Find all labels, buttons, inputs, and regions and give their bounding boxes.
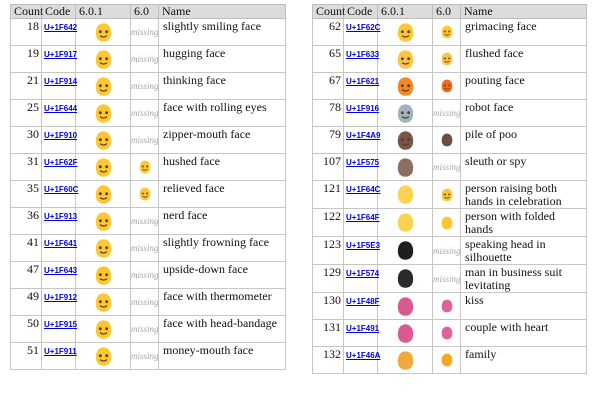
- emoji-601-cell: [76, 235, 131, 262]
- count-cell: 79: [313, 127, 344, 154]
- emoji-601-icon: [394, 295, 417, 318]
- table-row: [313, 293, 587, 320]
- emoji-60-icon: [439, 215, 455, 231]
- emoji-name: face with rolling eyes: [159, 100, 286, 127]
- table-row: [313, 127, 587, 154]
- emoji-name: kiss: [461, 293, 587, 320]
- count-cell: 21: [11, 73, 42, 100]
- emoji-60-cell: [131, 316, 159, 343]
- emoji-601-icon: [92, 210, 115, 233]
- emoji-601-icon: [92, 291, 115, 314]
- code-cell: [42, 316, 76, 343]
- code-cell: [344, 46, 378, 73]
- code-cell: [344, 347, 381, 374]
- code-link[interactable]: U+1F642: [44, 23, 78, 32]
- emoji-601-cell: [378, 127, 433, 154]
- emoji-601-cell: [76, 316, 131, 343]
- table-row: [313, 46, 587, 73]
- count-cell: 67: [313, 73, 344, 100]
- code-cell: [42, 181, 79, 208]
- code-cell: [42, 46, 76, 73]
- emoji-60-cell: [131, 343, 159, 370]
- emoji-601-cell: [76, 289, 131, 316]
- table-row: [11, 73, 286, 100]
- code-link[interactable]: U+1F914: [44, 77, 78, 86]
- emoji-601-cell: [76, 73, 131, 100]
- emoji-601-cell: [378, 100, 433, 127]
- emoji-table-left: [10, 4, 286, 370]
- table-row: [313, 100, 587, 127]
- emoji-601-cell: [76, 262, 131, 289]
- emoji-name: hushed face: [159, 154, 286, 181]
- code-link[interactable]: U+1F574: [346, 269, 380, 278]
- code-link[interactable]: U+1F916: [346, 104, 380, 113]
- emoji-name: man in business suit levitating: [461, 265, 587, 293]
- emoji-601-cell: [76, 154, 131, 181]
- missing-label: missing: [131, 324, 159, 334]
- emoji-name: couple with heart: [461, 320, 587, 347]
- emoji-name: zipper-mouth face: [159, 127, 286, 154]
- column-header-6-0: 6.0: [433, 5, 461, 19]
- missing-label: missing: [131, 54, 159, 64]
- count-cell: 49: [11, 289, 42, 316]
- emoji-name: pile of poo: [461, 127, 587, 154]
- code-link[interactable]: U+1F912: [44, 293, 78, 302]
- code-link[interactable]: U+1F64C: [346, 185, 381, 194]
- table-row: [11, 343, 286, 370]
- emoji-name: speaking head in silhouette: [461, 237, 587, 265]
- missing-label: missing: [131, 270, 159, 280]
- table-row: [313, 237, 587, 265]
- column-header-count: Count: [11, 5, 42, 19]
- table-row: [11, 262, 286, 289]
- emoji-60-cell: [433, 127, 461, 154]
- column-header-name: Name: [159, 5, 286, 19]
- emoji-name: flushed face: [461, 46, 587, 73]
- code-cell: [42, 289, 76, 316]
- emoji-60-cell: [433, 347, 461, 374]
- emoji-601-icon: [394, 156, 417, 179]
- code-cell: [344, 237, 381, 265]
- code-link[interactable]: U+1F5E3: [346, 241, 381, 250]
- code-link[interactable]: U+1F915: [44, 320, 78, 329]
- missing-label: missing: [131, 27, 159, 37]
- emoji-601-icon: [92, 102, 115, 125]
- code-cell: [344, 73, 378, 100]
- table-row: [313, 181, 587, 209]
- count-cell: 62: [313, 19, 344, 46]
- emoji-name: robot face: [461, 100, 587, 127]
- missing-label: missing: [131, 351, 159, 361]
- emoji-601-icon: [92, 345, 115, 368]
- emoji-601-icon: [394, 183, 417, 206]
- count-cell: 51: [11, 343, 42, 370]
- code-cell: [42, 208, 76, 235]
- count-cell: 130: [313, 293, 344, 320]
- emoji-60-cell: [131, 100, 159, 127]
- emoji-60-cell: [131, 19, 159, 46]
- emoji-name: slightly smiling face: [159, 19, 286, 46]
- emoji-601-icon: [394, 239, 417, 262]
- emoji-601-icon: [394, 75, 417, 98]
- emoji-60-cell: [433, 19, 461, 46]
- emoji-name: upside-down face: [159, 262, 286, 289]
- code-cell: [344, 19, 381, 46]
- missing-label: missing: [433, 245, 461, 256]
- code-link[interactable]: U+1F4A9: [346, 131, 381, 140]
- table-row: [11, 181, 286, 208]
- count-cell: 18: [11, 19, 42, 46]
- emoji-60-cell: [131, 154, 159, 181]
- code-link[interactable]: U+1F64F: [346, 213, 380, 222]
- column-header-6-0-1: 6.0.1: [378, 5, 433, 19]
- code-cell: [344, 154, 378, 181]
- emoji-601-cell: [76, 46, 131, 73]
- code-cell: [42, 127, 76, 154]
- code-cell: [344, 265, 378, 293]
- table-row: [313, 73, 587, 100]
- code-cell: [42, 73, 76, 100]
- code-cell: [42, 262, 76, 289]
- code-cell: [344, 209, 378, 237]
- emoji-60-cell: [131, 208, 159, 235]
- missing-label: missing: [433, 162, 461, 172]
- emoji-601-icon: [92, 237, 115, 260]
- missing-label: missing: [131, 81, 159, 91]
- emoji-601-icon: [394, 129, 417, 152]
- missing-label: missing: [131, 108, 159, 118]
- code-link[interactable]: U+1F621: [346, 77, 380, 86]
- table-row: [313, 19, 587, 46]
- emoji-name: person with folded hands: [461, 209, 587, 237]
- emoji-601-icon: [92, 48, 115, 71]
- emoji-name: face with thermometer: [159, 289, 286, 316]
- count-cell: 30: [11, 127, 42, 154]
- emoji-601-icon: [394, 48, 417, 71]
- emoji-name: pouting face: [461, 73, 587, 100]
- emoji-60-icon: [439, 78, 455, 94]
- emoji-601-cell: [76, 127, 131, 154]
- emoji-60-icon: [137, 159, 153, 175]
- count-cell: 47: [11, 262, 42, 289]
- emoji-name: thinking face: [159, 73, 286, 100]
- emoji-601-icon: [92, 75, 115, 98]
- emoji-60-cell: [433, 237, 461, 265]
- emoji-60-cell: [131, 181, 159, 208]
- emoji-60-cell: [433, 320, 461, 347]
- column-header-name: Name: [461, 5, 587, 19]
- missing-label: missing: [433, 108, 461, 118]
- code-cell: [42, 154, 76, 181]
- table-row: [11, 46, 286, 73]
- emoji-601-cell: [378, 347, 433, 374]
- table-row: [313, 347, 587, 374]
- emoji-601-icon: [92, 21, 115, 44]
- missing-label: missing: [131, 216, 159, 226]
- missing-label: missing: [131, 243, 159, 253]
- emoji-601-cell: [378, 293, 433, 320]
- emoji-name: face with head-bandage: [159, 316, 286, 343]
- emoji-60-icon: [137, 186, 153, 202]
- emoji-601-cell: [378, 46, 433, 73]
- code-link[interactable]: U+1F910: [44, 131, 78, 140]
- count-cell: 25: [11, 100, 42, 127]
- emoji-601-icon: [92, 183, 115, 206]
- count-cell: 122: [313, 209, 344, 237]
- count-cell: 132: [313, 347, 344, 374]
- code-link[interactable]: U+1F913: [44, 212, 78, 221]
- emoji-60-cell: [433, 209, 461, 237]
- code-link[interactable]: U+1F62C: [346, 23, 381, 32]
- code-link[interactable]: U+1F491: [346, 324, 380, 333]
- column-header-code: Code: [42, 5, 76, 19]
- code-link[interactable]: U+1F643: [44, 266, 78, 275]
- code-cell: [344, 127, 381, 154]
- emoji-601-cell: [378, 181, 433, 209]
- count-cell: 35: [11, 181, 42, 208]
- emoji-601-cell: [378, 237, 433, 265]
- emoji-60-cell: [433, 293, 461, 320]
- header-row: [11, 5, 286, 19]
- emoji-601-cell: [378, 209, 433, 237]
- table-row: [11, 208, 286, 235]
- count-cell: 36: [11, 208, 42, 235]
- column-header-6-0: 6.0: [131, 5, 159, 19]
- code-cell: [42, 235, 76, 262]
- code-link[interactable]: U+1F575: [346, 158, 380, 167]
- table-row: [313, 265, 587, 293]
- emoji-601-cell: [378, 19, 433, 46]
- emoji-601-icon: [92, 129, 115, 152]
- emoji-name: person raising both hands in celebration: [461, 181, 587, 209]
- emoji-60-cell: [131, 289, 159, 316]
- emoji-60-cell: [433, 181, 461, 209]
- code-link[interactable]: U+1F62F: [44, 158, 78, 167]
- emoji-601-cell: [76, 19, 131, 46]
- missing-label: missing: [433, 273, 461, 284]
- count-cell: 123: [313, 237, 344, 265]
- emoji-name: sleuth or spy: [461, 154, 587, 181]
- table-row: [313, 209, 587, 237]
- emoji-60-icon: [439, 298, 455, 314]
- emoji-601-icon: [394, 322, 417, 345]
- emoji-60-icon: [439, 51, 455, 67]
- emoji-name: relieved face: [159, 181, 286, 208]
- emoji-601-cell: [378, 154, 433, 181]
- emoji-name: hugging face: [159, 46, 286, 73]
- table-row: [313, 154, 587, 181]
- emoji-601-icon: [92, 156, 115, 179]
- emoji-601-icon: [394, 102, 417, 125]
- count-cell: 50: [11, 316, 42, 343]
- column-header-code: Code: [344, 5, 378, 19]
- missing-label: missing: [131, 297, 159, 307]
- emoji-601-cell: [76, 181, 131, 208]
- emoji-601-icon: [394, 349, 417, 372]
- count-cell: 65: [313, 46, 344, 73]
- code-link[interactable]: U+1F46A: [346, 351, 381, 360]
- emoji-60-cell: [131, 46, 159, 73]
- emoji-table-right: [312, 4, 587, 374]
- count-cell: 129: [313, 265, 344, 293]
- emoji-601-icon: [394, 21, 417, 44]
- column-header-count: Count: [313, 5, 344, 19]
- emoji-60-cell: [433, 100, 461, 127]
- emoji-60-cell: [433, 154, 461, 181]
- code-link[interactable]: U+1F644: [44, 104, 78, 113]
- emoji-60-icon: [439, 24, 455, 40]
- table-row: [11, 100, 286, 127]
- code-cell: [42, 343, 76, 370]
- table-row: [11, 127, 286, 154]
- table-row: [11, 19, 286, 46]
- table-row: [11, 289, 286, 316]
- table-row: [11, 316, 286, 343]
- emoji-601-cell: [76, 100, 131, 127]
- header-row: [313, 5, 587, 19]
- emoji-601-icon: [394, 267, 417, 290]
- emoji-60-cell: [131, 262, 159, 289]
- count-cell: 31: [11, 154, 42, 181]
- count-cell: 131: [313, 320, 344, 347]
- code-link[interactable]: U+1F641: [44, 239, 78, 248]
- code-link[interactable]: U+1F911: [44, 347, 77, 356]
- emoji-601-cell: [378, 320, 433, 347]
- emoji-name: grimacing face: [461, 19, 587, 46]
- emoji-60-icon: [439, 352, 455, 368]
- emoji-601-icon: [92, 264, 115, 287]
- count-cell: 78: [313, 100, 344, 127]
- table-row: [11, 235, 286, 262]
- emoji-60-cell: [131, 235, 159, 262]
- missing-label: missing: [131, 135, 159, 145]
- emoji-name: nerd face: [159, 208, 286, 235]
- count-cell: 121: [313, 181, 344, 209]
- code-cell: [344, 293, 378, 320]
- code-cell: [344, 100, 378, 127]
- code-link[interactable]: U+1F48F: [346, 297, 380, 306]
- code-link[interactable]: U+1F917: [44, 50, 78, 59]
- emoji-name: slightly frowning face: [159, 235, 286, 262]
- emoji-name: family: [461, 347, 587, 374]
- emoji-601-icon: [92, 318, 115, 341]
- table-row: [11, 154, 286, 181]
- emoji-601-cell: [378, 73, 433, 100]
- count-cell: 107: [313, 154, 344, 181]
- emoji-601-icon: [394, 211, 417, 234]
- emoji-60-icon: [439, 187, 455, 203]
- column-header-6-0-1: 6.0.1: [76, 5, 131, 19]
- count-cell: 41: [11, 235, 42, 262]
- emoji-601-cell: [76, 208, 131, 235]
- emoji-60-icon: [439, 325, 455, 341]
- emoji-601-cell: [378, 265, 433, 293]
- table-row: [313, 320, 587, 347]
- emoji-60-cell: [433, 73, 461, 100]
- code-cell: [42, 19, 76, 46]
- code-cell: [344, 181, 381, 209]
- emoji-name: money-mouth face: [159, 343, 286, 370]
- emoji-601-cell: [76, 343, 131, 370]
- code-cell: [344, 320, 378, 347]
- emoji-60-cell: [131, 127, 159, 154]
- code-cell: [42, 100, 76, 127]
- emoji-60-cell: [131, 73, 159, 100]
- count-cell: 19: [11, 46, 42, 73]
- emoji-60-cell: [433, 265, 461, 293]
- code-link[interactable]: U+1F633: [346, 50, 380, 59]
- emoji-60-icon: [439, 132, 455, 148]
- emoji-60-cell: [433, 46, 461, 73]
- code-link[interactable]: U+1F60C: [44, 185, 79, 194]
